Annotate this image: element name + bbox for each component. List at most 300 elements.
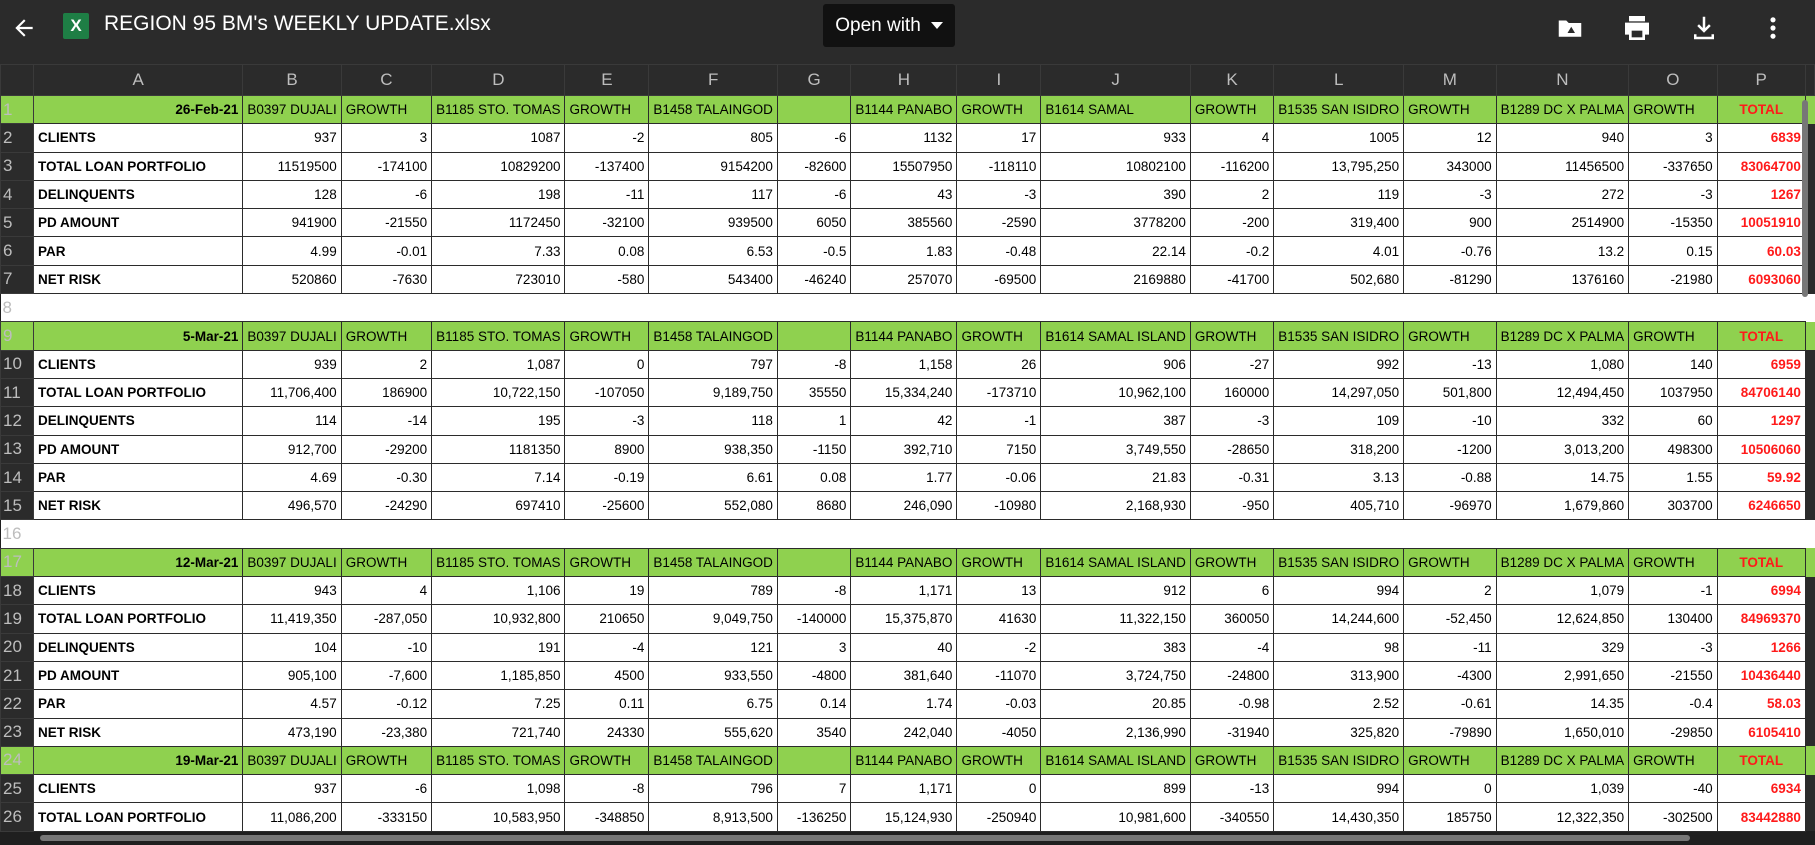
cell-k[interactable]: -116200 <box>1190 152 1273 180</box>
horizontal-scrollbar[interactable] <box>40 835 1690 841</box>
cell-l[interactable]: B1535 SAN ISIDRO <box>1274 322 1404 350</box>
cell-m[interactable]: GROWTH <box>1404 96 1496 124</box>
cell-b[interactable]: 912,700 <box>243 435 341 463</box>
cell-i[interactable]: -0.06 <box>957 463 1041 491</box>
cell-j[interactable]: 2,168,930 <box>1041 492 1191 520</box>
cell-n[interactable]: 332 <box>1496 407 1629 435</box>
cell-g[interactable]: 3540 <box>777 718 850 746</box>
cell-i[interactable]: -118110 <box>957 152 1041 180</box>
cell-f[interactable] <box>649 520 778 548</box>
cell-h[interactable]: 246,090 <box>851 492 957 520</box>
cell-l[interactable]: 98 <box>1274 633 1404 661</box>
cell-b[interactable]: 941900 <box>243 209 341 237</box>
cell-e[interactable]: -348850 <box>565 803 649 831</box>
column-header-a[interactable]: A <box>34 65 243 96</box>
cell-l[interactable]: 4.01 <box>1274 237 1404 265</box>
cell-o[interactable]: 130400 <box>1629 605 1717 633</box>
cell-p[interactable] <box>1717 520 1805 548</box>
cell-j[interactable]: 3778200 <box>1041 209 1191 237</box>
cell-l[interactable] <box>1274 520 1404 548</box>
cell-d[interactable]: 1,185,850 <box>432 661 565 689</box>
cell-a[interactable]: TOTAL LOAN PORTFOLIO <box>34 605 243 633</box>
cell-k[interactable] <box>1190 520 1273 548</box>
cell-f[interactable]: 8,913,500 <box>649 803 778 831</box>
cell-d[interactable]: B1185 STO. TOMAS <box>432 322 565 350</box>
cell-o[interactable]: -337650 <box>1629 152 1717 180</box>
column-header-m[interactable]: M <box>1404 65 1496 96</box>
cell-c[interactable]: GROWTH <box>341 322 431 350</box>
cell-j[interactable]: B1614 SAMAL <box>1041 96 1191 124</box>
cell-d[interactable]: 10,583,950 <box>432 803 565 831</box>
cell-l[interactable]: 992 <box>1274 350 1404 378</box>
cell-j[interactable]: 933 <box>1041 124 1191 152</box>
cell-l[interactable]: 13,795,250 <box>1274 152 1404 180</box>
row-number[interactable]: 15 <box>1 492 34 520</box>
cell-o[interactable]: 140 <box>1629 350 1717 378</box>
cell-i[interactable]: 7150 <box>957 435 1041 463</box>
cell-b[interactable]: B0397 DUJALI <box>243 96 341 124</box>
cell-a[interactable]: NET RISK <box>34 718 243 746</box>
cell-h[interactable]: 15,375,870 <box>851 605 957 633</box>
cell-j[interactable]: B1614 SAMAL ISLAND <box>1041 548 1191 576</box>
cell-g[interactable] <box>777 520 850 548</box>
cell-f[interactable]: 9154200 <box>649 152 778 180</box>
cell-i[interactable]: GROWTH <box>957 746 1041 774</box>
cell-a[interactable]: PAR <box>34 237 243 265</box>
cell-d[interactable]: 1,087 <box>432 350 565 378</box>
cell-a[interactable]: CLIENTS <box>34 350 243 378</box>
more-options-button[interactable] <box>1753 8 1793 48</box>
cell-o[interactable]: 498300 <box>1629 435 1717 463</box>
cell-f[interactable]: 6.61 <box>649 463 778 491</box>
cell-j[interactable]: 387 <box>1041 407 1191 435</box>
row-number[interactable]: 17 <box>1 548 34 576</box>
cell-b[interactable]: 937 <box>243 124 341 152</box>
cell-f[interactable]: 805 <box>649 124 778 152</box>
cell-f[interactable]: 555,620 <box>649 718 778 746</box>
cell-d[interactable]: 195 <box>432 407 565 435</box>
cell-n[interactable]: 12,322,350 <box>1496 803 1629 831</box>
cell-p[interactable]: 10051910 <box>1717 209 1805 237</box>
cell-e[interactable]: -580 <box>565 265 649 293</box>
cell-a[interactable]: CLIENTS <box>34 577 243 605</box>
cell-k[interactable]: -28650 <box>1190 435 1273 463</box>
cell-m[interactable]: 12 <box>1404 124 1496 152</box>
cell-g[interactable] <box>777 294 850 322</box>
cell-o[interactable]: -40 <box>1629 775 1717 803</box>
cell-o[interactable]: -29850 <box>1629 718 1717 746</box>
cell-e[interactable]: 19 <box>565 577 649 605</box>
cell-m[interactable]: -3 <box>1404 180 1496 208</box>
cell-f[interactable]: 118 <box>649 407 778 435</box>
column-header-k[interactable]: K <box>1190 65 1273 96</box>
cell-o[interactable]: 1.55 <box>1629 463 1717 491</box>
cell-h[interactable]: B1144 PANABO <box>851 322 957 350</box>
cell-d[interactable]: 7.25 <box>432 690 565 718</box>
cell-p[interactable]: 83064700 <box>1717 152 1805 180</box>
cell-m[interactable]: -81290 <box>1404 265 1496 293</box>
cell-g[interactable]: 8680 <box>777 492 850 520</box>
cell-b[interactable]: 943 <box>243 577 341 605</box>
cell-n[interactable]: 272 <box>1496 180 1629 208</box>
cell-h[interactable]: 43 <box>851 180 957 208</box>
cell-m[interactable]: -13 <box>1404 350 1496 378</box>
cell-m[interactable]: -11 <box>1404 633 1496 661</box>
cell-b[interactable]: 4.99 <box>243 237 341 265</box>
cell-g[interactable] <box>777 548 850 576</box>
cell-a[interactable]: 5-Mar-21 <box>34 322 243 350</box>
cell-o[interactable]: GROWTH <box>1629 322 1717 350</box>
cell-n[interactable]: 12,624,850 <box>1496 605 1629 633</box>
cell-n[interactable]: 1,039 <box>1496 775 1629 803</box>
cell-c[interactable]: -23,380 <box>341 718 431 746</box>
cell-b[interactable]: 905,100 <box>243 661 341 689</box>
cell-c[interactable]: 186900 <box>341 378 431 406</box>
spreadsheet-grid[interactable] <box>0 64 1815 845</box>
cell-k[interactable]: GROWTH <box>1190 548 1273 576</box>
row-number[interactable]: 16 <box>1 520 34 548</box>
cell-i[interactable]: 13 <box>957 577 1041 605</box>
cell-h[interactable]: 1.77 <box>851 463 957 491</box>
cell-e[interactable]: 210650 <box>565 605 649 633</box>
cell-o[interactable]: 303700 <box>1629 492 1717 520</box>
cell-i[interactable]: -2590 <box>957 209 1041 237</box>
cell-k[interactable]: -0.31 <box>1190 463 1273 491</box>
cell-h[interactable]: 257070 <box>851 265 957 293</box>
cell-o[interactable]: -302500 <box>1629 803 1717 831</box>
cell-f[interactable]: 117 <box>649 180 778 208</box>
cell-c[interactable]: -24290 <box>341 492 431 520</box>
cell-g[interactable]: -82600 <box>777 152 850 180</box>
cell-o[interactable]: 3 <box>1629 124 1717 152</box>
cell-b[interactable]: 104 <box>243 633 341 661</box>
cell-n[interactable]: 1376160 <box>1496 265 1629 293</box>
row-number[interactable]: 2 <box>1 124 34 152</box>
cell-m[interactable]: -96970 <box>1404 492 1496 520</box>
cell-a[interactable]: PD AMOUNT <box>34 661 243 689</box>
cell-d[interactable]: 697410 <box>432 492 565 520</box>
download-button[interactable] <box>1684 8 1724 48</box>
cell-m[interactable]: -79890 <box>1404 718 1496 746</box>
cell-c[interactable]: -10 <box>341 633 431 661</box>
cell-a[interactable]: CLIENTS <box>34 124 243 152</box>
cell-g[interactable]: -8 <box>777 350 850 378</box>
cell-g[interactable] <box>777 96 850 124</box>
cell-l[interactable] <box>1274 294 1404 322</box>
cell-m[interactable]: -0.88 <box>1404 463 1496 491</box>
cell-j[interactable]: 11,322,150 <box>1041 605 1191 633</box>
cell-m[interactable]: 2 <box>1404 577 1496 605</box>
cell-b[interactable]: 520860 <box>243 265 341 293</box>
cell-e[interactable]: 0 <box>565 350 649 378</box>
cell-n[interactable]: 14.35 <box>1496 690 1629 718</box>
cell-j[interactable]: 3,749,550 <box>1041 435 1191 463</box>
cell-g[interactable]: 0.14 <box>777 690 850 718</box>
cell-a[interactable]: 12-Mar-21 <box>34 548 243 576</box>
cell-d[interactable]: 10,722,150 <box>432 378 565 406</box>
row-number[interactable]: 18 <box>1 577 34 605</box>
cell-b[interactable]: 11,419,350 <box>243 605 341 633</box>
cell-g[interactable]: 3 <box>777 633 850 661</box>
cell-n[interactable]: 1,080 <box>1496 350 1629 378</box>
cell-i[interactable]: 41630 <box>957 605 1041 633</box>
cell-d[interactable]: 721,740 <box>432 718 565 746</box>
cell-b[interactable] <box>243 294 341 322</box>
cell-p[interactable]: 6105410 <box>1717 718 1805 746</box>
cell-i[interactable]: -2 <box>957 633 1041 661</box>
cell-f[interactable]: 121 <box>649 633 778 661</box>
cell-l[interactable]: 319,400 <box>1274 209 1404 237</box>
cell-m[interactable]: 501,800 <box>1404 378 1496 406</box>
cell-a[interactable]: TOTAL LOAN PORTFOLIO <box>34 803 243 831</box>
cell-i[interactable]: -250940 <box>957 803 1041 831</box>
cell-o[interactable]: 1037950 <box>1629 378 1717 406</box>
cell-g[interactable] <box>777 746 850 774</box>
cell-g[interactable]: -8 <box>777 577 850 605</box>
cell-b[interactable]: 11,086,200 <box>243 803 341 831</box>
cell-e[interactable]: -8 <box>565 775 649 803</box>
cell-h[interactable]: B1144 PANABO <box>851 96 957 124</box>
cell-h[interactable] <box>851 294 957 322</box>
cell-j[interactable] <box>1041 520 1191 548</box>
cell-k[interactable]: -13 <box>1190 775 1273 803</box>
cell-l[interactable]: 405,710 <box>1274 492 1404 520</box>
cell-a[interactable] <box>34 520 243 548</box>
cell-m[interactable]: -1200 <box>1404 435 1496 463</box>
cell-h[interactable]: 15,334,240 <box>851 378 957 406</box>
cell-k[interactable]: -4 <box>1190 633 1273 661</box>
cell-h[interactable]: 1,158 <box>851 350 957 378</box>
cell-h[interactable]: 242,040 <box>851 718 957 746</box>
cell-l[interactable]: 14,297,050 <box>1274 378 1404 406</box>
cell-e[interactable]: GROWTH <box>565 96 649 124</box>
cell-f[interactable]: 543400 <box>649 265 778 293</box>
cell-p[interactable] <box>1717 294 1805 322</box>
cell-b[interactable]: B0397 DUJALI <box>243 322 341 350</box>
cell-j[interactable]: 22.14 <box>1041 237 1191 265</box>
cell-p[interactable]: 6959 <box>1717 350 1805 378</box>
cell-b[interactable]: 4.69 <box>243 463 341 491</box>
cell-p[interactable]: 59.92 <box>1717 463 1805 491</box>
cell-k[interactable]: -31940 <box>1190 718 1273 746</box>
cell-p[interactable]: TOTAL <box>1717 96 1805 124</box>
cell-i[interactable]: -69500 <box>957 265 1041 293</box>
cell-n[interactable]: 13.2 <box>1496 237 1629 265</box>
cell-d[interactable]: 1,098 <box>432 775 565 803</box>
cell-l[interactable]: 994 <box>1274 577 1404 605</box>
cell-k[interactable]: -24800 <box>1190 661 1273 689</box>
row-number[interactable]: 23 <box>1 718 34 746</box>
cell-f[interactable] <box>649 294 778 322</box>
row-number[interactable]: 12 <box>1 407 34 435</box>
cell-n[interactable]: 12,494,450 <box>1496 378 1629 406</box>
cell-j[interactable]: 10,962,100 <box>1041 378 1191 406</box>
cell-i[interactable]: -0.03 <box>957 690 1041 718</box>
cell-h[interactable]: 15,124,930 <box>851 803 957 831</box>
cell-m[interactable]: -4300 <box>1404 661 1496 689</box>
cell-d[interactable]: 7.14 <box>432 463 565 491</box>
cell-p[interactable]: 6093060 <box>1717 265 1805 293</box>
cell-o[interactable]: -0.4 <box>1629 690 1717 718</box>
cell-m[interactable]: -0.61 <box>1404 690 1496 718</box>
cell-c[interactable] <box>341 294 431 322</box>
cell-g[interactable]: -6 <box>777 124 850 152</box>
cell-d[interactable]: 10,932,800 <box>432 605 565 633</box>
open-with-button[interactable] <box>823 4 955 47</box>
cell-e[interactable]: GROWTH <box>565 548 649 576</box>
cell-j[interactable]: 20.85 <box>1041 690 1191 718</box>
cell-c[interactable]: 4 <box>341 577 431 605</box>
cell-k[interactable]: GROWTH <box>1190 96 1273 124</box>
row-number[interactable]: 5 <box>1 209 34 237</box>
cell-m[interactable]: 343000 <box>1404 152 1496 180</box>
row-number[interactable]: 20 <box>1 633 34 661</box>
column-header-b[interactable]: B <box>243 65 341 96</box>
cell-g[interactable] <box>777 322 850 350</box>
cell-f[interactable]: 9,189,750 <box>649 378 778 406</box>
cell-h[interactable] <box>851 520 957 548</box>
cell-i[interactable]: 26 <box>957 350 1041 378</box>
cell-e[interactable]: -137400 <box>565 152 649 180</box>
cell-e[interactable]: GROWTH <box>565 322 649 350</box>
cell-a[interactable]: PAR <box>34 463 243 491</box>
cell-l[interactable]: 313,900 <box>1274 661 1404 689</box>
cell-f[interactable]: 939500 <box>649 209 778 237</box>
row-number[interactable]: 6 <box>1 237 34 265</box>
cell-b[interactable]: 939 <box>243 350 341 378</box>
cell-d[interactable]: 10829200 <box>432 152 565 180</box>
cell-e[interactable]: -3 <box>565 407 649 435</box>
cell-e[interactable]: 24330 <box>565 718 649 746</box>
cell-n[interactable]: B1289 DC X PALMA <box>1496 322 1629 350</box>
column-header-f[interactable]: F <box>649 65 778 96</box>
cell-a[interactable]: DELINQUENTS <box>34 180 243 208</box>
cell-i[interactable]: -0.48 <box>957 237 1041 265</box>
cell-i[interactable]: -1 <box>957 407 1041 435</box>
cell-p[interactable]: 6246650 <box>1717 492 1805 520</box>
cell-o[interactable]: -3 <box>1629 180 1717 208</box>
vertical-scrollbar[interactable] <box>1802 100 1808 297</box>
cell-d[interactable]: 1087 <box>432 124 565 152</box>
cell-f[interactable]: 938,350 <box>649 435 778 463</box>
cell-k[interactable]: 6 <box>1190 577 1273 605</box>
cell-o[interactable]: -3 <box>1629 633 1717 661</box>
cell-i[interactable]: -3 <box>957 180 1041 208</box>
row-number[interactable]: 24 <box>1 746 34 774</box>
row-number[interactable]: 25 <box>1 775 34 803</box>
cell-h[interactable]: 1132 <box>851 124 957 152</box>
cell-o[interactable]: 0.15 <box>1629 237 1717 265</box>
cell-f[interactable]: 796 <box>649 775 778 803</box>
cell-n[interactable]: 1,079 <box>1496 577 1629 605</box>
cell-c[interactable]: -0.30 <box>341 463 431 491</box>
cell-c[interactable]: -6 <box>341 775 431 803</box>
cell-c[interactable]: -287,050 <box>341 605 431 633</box>
cell-i[interactable]: GROWTH <box>957 548 1041 576</box>
row-number[interactable]: 22 <box>1 690 34 718</box>
cell-i[interactable]: -173710 <box>957 378 1041 406</box>
cell-a[interactable]: NET RISK <box>34 492 243 520</box>
cell-n[interactable]: 2,991,650 <box>1496 661 1629 689</box>
cell-d[interactable]: 723010 <box>432 265 565 293</box>
row-number[interactable]: 8 <box>1 294 34 322</box>
column-header-g[interactable]: G <box>777 65 850 96</box>
row-number[interactable]: 14 <box>1 463 34 491</box>
cell-c[interactable]: -29200 <box>341 435 431 463</box>
cell-l[interactable]: 318,200 <box>1274 435 1404 463</box>
row-number[interactable]: 4 <box>1 180 34 208</box>
cell-m[interactable]: 900 <box>1404 209 1496 237</box>
cell-k[interactable] <box>1190 294 1273 322</box>
cell-g[interactable]: -140000 <box>777 605 850 633</box>
row-number[interactable]: 7 <box>1 265 34 293</box>
cell-b[interactable]: 11,706,400 <box>243 378 341 406</box>
cell-c[interactable]: GROWTH <box>341 548 431 576</box>
cell-e[interactable] <box>565 520 649 548</box>
cell-k[interactable]: -200 <box>1190 209 1273 237</box>
cell-h[interactable]: 1.74 <box>851 690 957 718</box>
cell-l[interactable]: B1535 SAN ISIDRO <box>1274 548 1404 576</box>
cell-e[interactable]: 4500 <box>565 661 649 689</box>
cell-d[interactable]: 1181350 <box>432 435 565 463</box>
cell-k[interactable]: -950 <box>1190 492 1273 520</box>
cell-b[interactable]: 4.57 <box>243 690 341 718</box>
cell-o[interactable] <box>1629 294 1717 322</box>
cell-n[interactable]: 940 <box>1496 124 1629 152</box>
cell-j[interactable]: 10802100 <box>1041 152 1191 180</box>
cell-l[interactable]: B1535 SAN ISIDRO <box>1274 746 1404 774</box>
cell-n[interactable]: 11456500 <box>1496 152 1629 180</box>
cell-n[interactable]: 1,679,860 <box>1496 492 1629 520</box>
column-header-e[interactable]: E <box>565 65 649 96</box>
cell-b[interactable]: B0397 DUJALI <box>243 548 341 576</box>
cell-o[interactable]: -21550 <box>1629 661 1717 689</box>
cell-b[interactable]: 128 <box>243 180 341 208</box>
cell-m[interactable]: -0.76 <box>1404 237 1496 265</box>
cell-k[interactable]: -0.2 <box>1190 237 1273 265</box>
cell-k[interactable]: 2 <box>1190 180 1273 208</box>
cell-j[interactable]: 912 <box>1041 577 1191 605</box>
cell-n[interactable]: B1289 DC X PALMA <box>1496 96 1629 124</box>
cell-o[interactable]: 60 <box>1629 407 1717 435</box>
cell-k[interactable]: GROWTH <box>1190 746 1273 774</box>
cell-a[interactable]: CLIENTS <box>34 775 243 803</box>
cell-f[interactable]: B1458 TALAINGOD <box>649 96 778 124</box>
cell-d[interactable]: 191 <box>432 633 565 661</box>
row-number[interactable]: 3 <box>1 152 34 180</box>
cell-e[interactable]: -25600 <box>565 492 649 520</box>
cell-j[interactable]: 2169880 <box>1041 265 1191 293</box>
cell-e[interactable]: -0.19 <box>565 463 649 491</box>
cell-o[interactable]: GROWTH <box>1629 746 1717 774</box>
cell-c[interactable]: 2 <box>341 350 431 378</box>
cell-a[interactable]: TOTAL LOAN PORTFOLIO <box>34 152 243 180</box>
cell-n[interactable] <box>1496 520 1629 548</box>
cell-l[interactable]: 14,244,600 <box>1274 605 1404 633</box>
cell-m[interactable]: 0 <box>1404 775 1496 803</box>
row-number[interactable]: 11 <box>1 378 34 406</box>
cell-b[interactable]: 114 <box>243 407 341 435</box>
cell-c[interactable]: -174100 <box>341 152 431 180</box>
cell-h[interactable]: 1,171 <box>851 577 957 605</box>
cell-l[interactable]: 502,680 <box>1274 265 1404 293</box>
cell-a[interactable]: 26-Feb-21 <box>34 96 243 124</box>
cell-n[interactable]: B1289 DC X PALMA <box>1496 548 1629 576</box>
cell-e[interactable]: 0.08 <box>565 237 649 265</box>
column-header-p[interactable]: P <box>1717 65 1805 96</box>
cell-i[interactable]: GROWTH <box>957 322 1041 350</box>
cell-i[interactable]: 17 <box>957 124 1041 152</box>
